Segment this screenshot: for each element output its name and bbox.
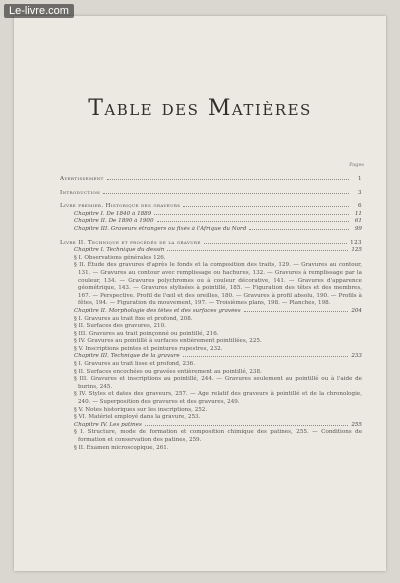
dot-leader <box>154 214 349 215</box>
dot-leader <box>167 250 348 251</box>
toc-entry-introduction[interactable] <box>60 190 362 198</box>
dot-leader <box>145 425 348 426</box>
toc-entry-label: Chapitre III. Technique de la gravure <box>74 353 180 360</box>
dot-leader <box>103 193 349 194</box>
dot-leader <box>249 229 349 230</box>
toc-entry-page: 11 <box>354 210 362 217</box>
toc-entry-label: Chapitre III. Graveurs étrangers ou fixés à l'Afrique du Nord <box>74 225 247 232</box>
toc-entry-label: Avertissement <box>60 176 104 182</box>
toc-section: § I. Structure, mode de formation et composition chimique des patines, 255. — Conditions de formation et conservation des patines, 259. <box>74 429 362 443</box>
toc-entry-label: Chapitre I. Technique du dessin <box>74 247 165 254</box>
toc-entry-page: 125 <box>351 247 362 254</box>
scanned-page <box>14 16 386 571</box>
toc-section: § I. Gravures au trait fixe et profond, 208. <box>74 315 193 322</box>
pages-column-header: Pages <box>349 162 364 168</box>
toc-entry-page: 1 <box>358 176 362 182</box>
toc-book-1[interactable] <box>60 203 362 211</box>
toc-section: § I. Gravures au trait lisse et profond, 236. <box>74 361 196 368</box>
toc-entry-label: Livre premier. Historique des graveurs <box>60 203 181 210</box>
toc-entry-page: 255 <box>351 421 362 428</box>
toc-entry-label: Chapitre II. De 1890 à 1900 <box>74 218 154 225</box>
toc-entry-label: Chapitre IV. Les patines <box>74 421 142 428</box>
table-of-contents <box>60 176 362 452</box>
dot-leader <box>204 243 347 244</box>
toc-section: § III. Gravures au trait poinçonné ou pointillé, 216. <box>74 330 219 337</box>
toc-section: § I. Observations générales 126. <box>74 254 166 261</box>
toc-entry-avertissement[interactable] <box>60 176 362 184</box>
toc-entry-page: 3 <box>358 189 362 196</box>
toc-section: § V. Inscriptions peintes et peintures rupestres, 232. <box>74 345 223 352</box>
toc-chapter[interactable] <box>60 308 362 316</box>
toc-chapter[interactable] <box>60 353 362 361</box>
dot-leader <box>244 311 349 312</box>
toc-chapter[interactable] <box>60 247 362 255</box>
toc-entry-page: 123 <box>350 239 362 246</box>
toc-entry-page: 6 <box>358 203 362 210</box>
toc-section: § V. Notes historiques sur les inscriptions, 252. <box>74 406 208 413</box>
toc-entry-label: Livre II. Technique et procédés de la gravure <box>60 239 201 246</box>
page-title: Table des Matières <box>88 96 312 121</box>
toc-entry-label: Chapitre I. De 1840 à 1889 <box>74 210 152 217</box>
toc-chapter[interactable] <box>60 422 362 430</box>
toc-book-2[interactable] <box>60 240 362 248</box>
toc-entry-page: 233 <box>351 353 362 360</box>
toc-section: § IV. Styles et dates des graveurs, 257. — Age relatif des graveurs à pointillé et de la chronologie, 240. — Superposition des gravures et des gravures, 249. <box>74 391 362 406</box>
toc-section: § II. Examen microscopique, 261. <box>74 444 169 451</box>
watermark-label: Le-livre.com <box>4 4 74 18</box>
dot-leader <box>157 221 349 222</box>
toc-entry-page: 61 <box>354 218 362 225</box>
toc-entry-page: 99 <box>354 225 362 232</box>
toc-chapter[interactable] <box>60 211 362 219</box>
dot-leader <box>183 206 349 207</box>
toc-entry-label: Introduction <box>60 189 101 196</box>
toc-section: § VI. Matériel employé dans la gravure, 253. <box>74 414 201 421</box>
toc-section: § II. Étude des gravures d'après le fonds et la composition des traits, 129. — Gravures au contour, 131. — Gravures au contour avec remplissage ou hachures, 132. — Gravures à remplissage par la couleur, 134. — Gravures polychromes ou à couleur décorative, 141. — Gravures d'apparence géométrique, 143. — Gravures stylisées à pointillé, 185. — Figuration des têtes et des membres, 167. — Perspective. Profil de l'œil et des oreilles, 180. — Gravures à profil absolu, 190. — Profils à fêtes, 194. — Figuration du mouvement, 197. — Troisièmes plans, 198. — Planches, 198. <box>74 262 362 307</box>
toc-section: § II. Surfaces des gravures, 210. <box>74 323 166 330</box>
toc-section: § II. Surfaces encochées ou gravées entièrement au pointillé, 238. <box>74 368 262 375</box>
toc-entry-label: Chapitre II. Morphologie des têtes et des surfaces gravées <box>74 307 241 314</box>
toc-entry-page: 204 <box>351 307 362 314</box>
dot-leader <box>107 179 349 180</box>
toc-section: § IV. Gravures au pointillé à surfaces entièrement pointillées, 225. <box>74 338 262 345</box>
dot-leader <box>183 356 349 357</box>
toc-chapter[interactable] <box>60 226 362 234</box>
toc-section: § III. Gravures et inscriptions au pointillé, 244. — Gravures seulement au pointillé ou à l'aide de burins, 245. <box>74 376 362 390</box>
toc-chapter[interactable] <box>60 218 362 226</box>
